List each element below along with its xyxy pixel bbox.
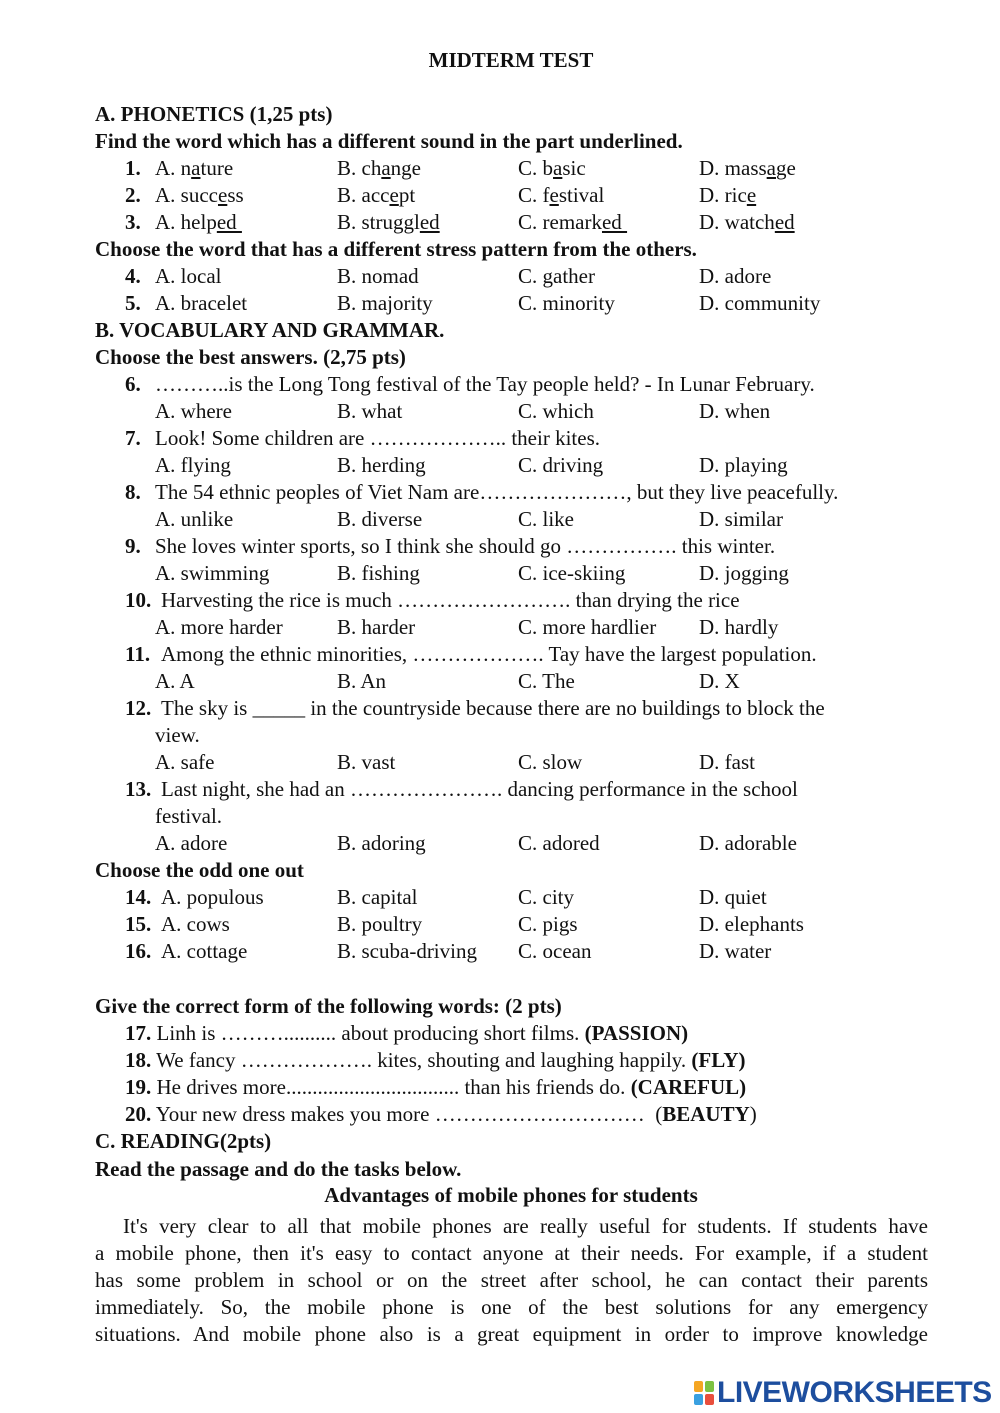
question-number: 1.	[125, 156, 141, 180]
question-16	[125, 938, 772, 965]
question-number: 17.	[125, 1021, 152, 1045]
option-b: B. vast	[337, 750, 396, 774]
option-a: A. bracelet	[155, 291, 248, 315]
option-c: C. adored	[518, 831, 600, 855]
passage-line: immediately. So, the mobile phone is one of the best solutions for any emergency	[95, 1295, 928, 1319]
passage-line: a mobile phone, then it's easy to contact anyone at their needs. For example, if a student	[95, 1241, 928, 1265]
option-b: B. poultry	[337, 912, 423, 936]
reading-passage	[95, 1213, 928, 1348]
question-7	[125, 425, 600, 452]
option-c: C. pigs	[518, 912, 578, 936]
option-d: D. X	[699, 669, 740, 693]
question-5	[125, 290, 821, 317]
section-b-instruction-2: Choose the odd one out	[95, 858, 304, 882]
option-a: A. populous	[161, 885, 264, 909]
question-number: 6.	[125, 372, 141, 396]
question-number: 11.	[125, 642, 151, 666]
section-c-heading: C. READING(2pts)	[95, 1129, 272, 1153]
question-12-text-cont: view.	[155, 723, 200, 747]
question-number: 19.	[125, 1075, 152, 1099]
question-15	[125, 911, 804, 938]
option-c: C. festival	[518, 183, 605, 207]
question-8	[125, 479, 839, 506]
question-number: 7.	[125, 426, 141, 450]
question-1	[125, 155, 796, 182]
option-a: A. safe	[155, 750, 215, 774]
option-a: A. A	[155, 669, 195, 693]
option-b: B. scuba-driving	[337, 939, 477, 963]
passage-title: Advantages of mobile phones for students	[324, 1183, 698, 1207]
question-14	[125, 884, 767, 911]
question-13-text-cont: festival.	[155, 804, 223, 828]
section-b-instruction-1: Choose the best answers. (2,75 pts)	[95, 345, 406, 369]
logo-text: LIVEWORKSHEETS	[717, 1376, 992, 1409]
option-b: B. majority	[337, 291, 433, 315]
option-c: C. driving	[518, 453, 604, 477]
question-number: 18.	[125, 1048, 152, 1072]
option-b: B. diverse	[337, 507, 423, 531]
question-text: Harvesting the rice is much ……………………. than drying the rice	[161, 588, 740, 612]
option-b: B. capital	[337, 885, 418, 909]
option-a: A. cottage	[161, 939, 248, 963]
option-a: A. where	[155, 399, 232, 423]
question-text: She loves winter sports, so I think she should go ……………. this winter.	[155, 534, 776, 558]
option-d: D. jogging	[699, 561, 789, 585]
question-number: 10.	[125, 588, 152, 612]
option-a: A. adore	[155, 831, 228, 855]
option-d: D. community	[699, 291, 821, 315]
option-c: C. like	[518, 507, 574, 531]
option-c: C. which	[518, 399, 594, 423]
question-text: He drives more................................. than his friends do.	[156, 1075, 631, 1099]
question-4	[125, 263, 772, 290]
question-text: Among the ethnic minorities, ………………. Tay have the largest population.	[161, 642, 817, 666]
option-c: C. ocean	[518, 939, 592, 963]
question-text: Last night, she had an …………………. dancing performance in the school	[161, 777, 798, 801]
option-b: B. accept	[337, 183, 416, 207]
section-b-instruction-3: Give the correct form of the following words: (2 pts)	[95, 994, 562, 1018]
option-d: D. playing	[699, 453, 788, 477]
option-d: D. hardly	[699, 615, 779, 639]
question-number: 2.	[125, 183, 141, 207]
option-d: D. watched	[699, 210, 795, 234]
question-number: 8.	[125, 480, 141, 504]
closing-paren: )	[749, 1102, 757, 1126]
option-a: A. cows	[161, 912, 230, 936]
question-10	[125, 587, 740, 614]
option-d: D. elephants	[699, 912, 804, 936]
question-11	[125, 641, 817, 668]
question-text: We fancy ………………. kites, shouting and laughing happily.	[156, 1048, 692, 1072]
liveworksheets-logo-icon	[694, 1381, 714, 1405]
option-b: B. struggled	[337, 210, 440, 234]
option-c: C. remarked	[518, 210, 628, 234]
option-b: B. what	[337, 399, 403, 423]
word-form-prompt: (CAREFUL)	[630, 1075, 747, 1099]
question-number: 13.	[125, 777, 152, 801]
option-d: D. fast	[699, 750, 755, 774]
option-a: A. nature	[155, 156, 234, 180]
question-19	[125, 1074, 746, 1101]
option-b: B. adoring	[337, 831, 426, 855]
option-d: D. water	[699, 939, 772, 963]
question-number: 15.	[125, 912, 152, 936]
passage-line: situations. And mobile phone also is a great equipment in order to improve knowledge	[95, 1322, 928, 1346]
word-form-prompt: (FLY)	[691, 1048, 746, 1072]
question-number: 4.	[125, 264, 141, 288]
question-18	[125, 1047, 745, 1074]
option-b: B. nomad	[337, 264, 419, 288]
question-13	[125, 776, 798, 803]
option-c: C. The	[518, 669, 575, 693]
question-20	[125, 1101, 757, 1128]
option-a: A. flying	[155, 453, 231, 477]
section-c-instruction: Read the passage and do the tasks below.	[95, 1157, 462, 1181]
option-c: C. more hardlier	[518, 615, 657, 639]
section-b-heading: B. VOCABULARY AND GRAMMAR.	[95, 318, 445, 342]
question-number: 5.	[125, 291, 141, 315]
option-a: A. success	[155, 183, 244, 207]
question-number: 12.	[125, 696, 152, 720]
option-b: B. herding	[337, 453, 426, 477]
option-b: B. fishing	[337, 561, 420, 585]
passage-line: has some problem in school or on the street after school, he can contact their parents	[95, 1268, 928, 1292]
option-a: A. more harder	[155, 615, 283, 639]
option-c: C. city	[518, 885, 574, 909]
question-text: The 54 ethnic peoples of Viet Nam are…………………, but they live peacefully.	[155, 480, 839, 504]
section-a-instruction-2: Choose the word that has a different stress pattern from the others.	[95, 237, 697, 261]
section-a-instruction-1: Find the word which has a different sound in the part underlined.	[95, 129, 683, 153]
word-form-prompt: BEAUTY	[662, 1102, 750, 1126]
option-c: C. ice-skiing	[518, 561, 626, 585]
question-number: 3.	[125, 210, 141, 234]
passage-line: It's very clear to all that mobile phones are really useful for students. If students have	[123, 1214, 928, 1238]
option-d: D. massage	[699, 156, 796, 180]
question-number: 9.	[125, 534, 141, 558]
option-b: B. An	[337, 669, 387, 693]
option-c: C. minority	[518, 291, 615, 315]
question-9	[125, 533, 776, 560]
option-a: A. swimming	[155, 561, 270, 585]
option-c: C. gather	[518, 264, 595, 288]
question-12	[125, 695, 825, 722]
question-text: The sky is _____ in the countryside because there are no buildings to block the	[161, 696, 825, 720]
option-a: A. helped	[155, 210, 242, 234]
question-text: ………..is the Long Tong festival of the Tay people held? - In Lunar February.	[155, 372, 815, 396]
option-b: B. harder	[337, 615, 416, 639]
question-3	[125, 209, 795, 236]
option-d: D. quiet	[699, 885, 767, 909]
option-d: D. rice	[699, 183, 757, 207]
option-d: D. similar	[699, 507, 783, 531]
question-text: Your new dress makes you more ………………………… (	[155, 1102, 663, 1126]
question-2	[125, 182, 757, 209]
option-c: C. basic	[518, 156, 586, 180]
option-a: A. unlike	[155, 507, 234, 531]
word-form-prompt: (PASSION)	[584, 1021, 689, 1045]
option-a: A. local	[155, 264, 222, 288]
question-number: 20.	[125, 1102, 152, 1126]
page-title: MIDTERM TEST	[428, 48, 594, 72]
option-b: B. change	[337, 156, 421, 180]
question-number: 16.	[125, 939, 152, 963]
question-text: Linh is ……….......... about producing short films.	[156, 1021, 585, 1045]
liveworksheets-logo	[694, 1378, 992, 1408]
option-d: D. adore	[699, 264, 772, 288]
option-d: D. when	[699, 399, 771, 423]
question-number: 14.	[125, 885, 152, 909]
question-17	[125, 1020, 688, 1047]
question-text: Look! Some children are ……………….. their kites.	[155, 426, 600, 450]
section-a-heading: A. PHONETICS (1,25 pts)	[95, 102, 333, 126]
option-c: C. slow	[518, 750, 583, 774]
option-d: D. adorable	[699, 831, 797, 855]
question-6	[125, 371, 815, 398]
